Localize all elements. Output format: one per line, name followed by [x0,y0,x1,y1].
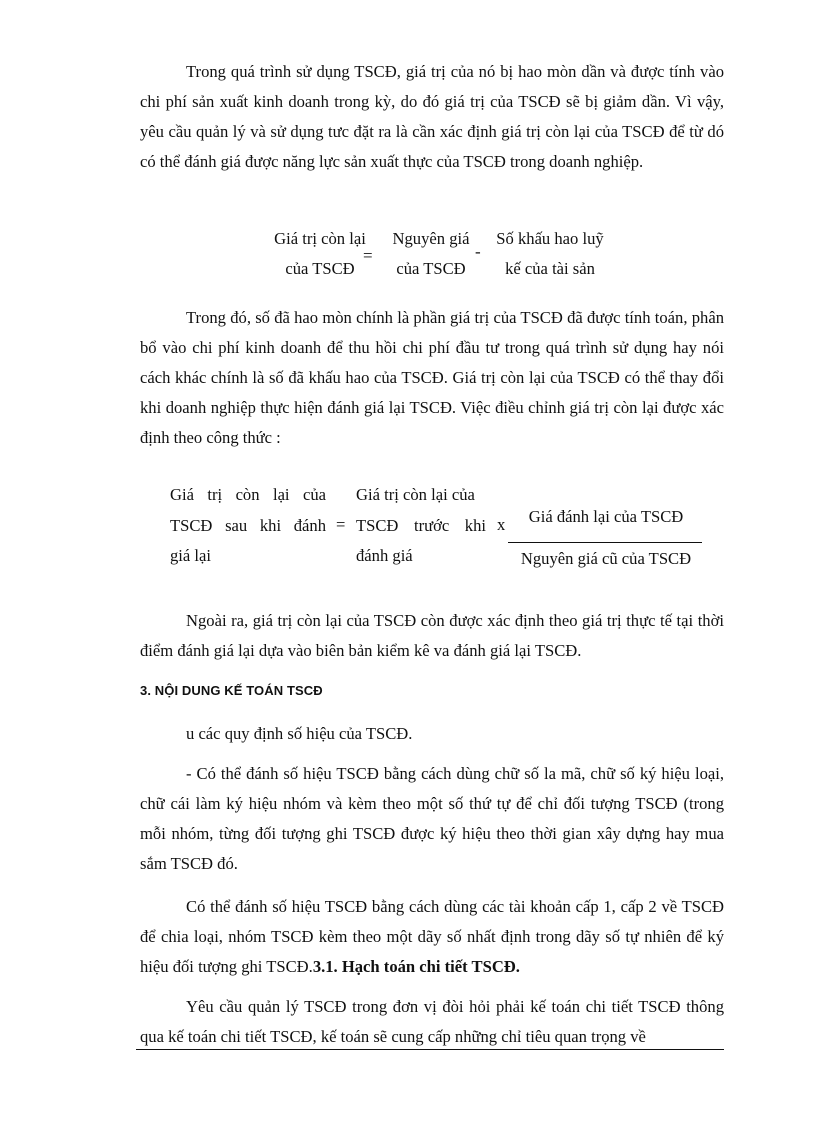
formula1-term-accumulated-depreciation [482,224,618,284]
formula1-term-original-cost-line1: Nguyên giá [392,229,470,248]
formula2-left-line2: TSCĐ sau khi đánh [170,515,326,535]
formula2-times: x [497,515,506,534]
subsection-heading-detail-accounting: 3.1. Hạch toán chi tiết TSCĐ. [312,957,520,976]
footer-rule [136,1049,724,1050]
paragraph-numbering-method-1: - Có thể đánh số hiệu TSCĐ bằng cách dùng chữ số la mã, chữ số ký hiệu loại, chữ cái làm ký hiệu nhóm và kèm theo một số thứ tự để chỉ đối tượng TSCĐ (trong mỗi nhóm, từng đối tượng ghi TSCĐ được ký hiệu theo thời gian xây dựng hay mua sắm TSCĐ đó. [140,764,724,873]
formula1-term-depreciation-line2: kế của tài sản [505,259,595,278]
formula2-fraction-bar [508,542,702,543]
formula2-numerator: Giá đánh lại của TSCĐ [528,507,684,526]
formula2-middle-term [356,480,486,572]
formula1-term-original-cost [376,224,486,284]
formula2-mid-line3: đánh giá [356,546,413,565]
paragraph-numbering-method-2 [140,892,724,982]
paragraph-numbering-rules: u các quy định số hiệu của TSCĐ. [186,724,413,743]
paragraph-detail-accounting-requirements: Yêu cầu quản lý TSCĐ trong đơn vị đòi hỏi phải kế toán chi tiết TSCĐ thông qua kế toán chi tiết TSCĐ, kế toán sẽ cung cấp những chỉ tiêu quan trọng về [140,997,724,1046]
paragraph-depreciation-explanation: Trong đó, số đã hao mòn chính là phần giá trị của TSCĐ đã được tính toán, phân bổ vào chi phí kinh doanh để thu hồi chi phí đầu tư trong quá trình sử dụng hay nói cách khác chính là số đã khấu hao của TSCĐ. Giá trị còn lại của TSCĐ có thể thay đổi khi doanh nghiệp thực hiện đánh giá lại TSCĐ. Việc điều chỉnh giá trị còn lại được xác định theo công thức : [140,308,724,447]
formula1-minus: - [475,242,481,261]
formula1-term-residual-line1: Giá trị còn lại [274,229,366,248]
formula2-left-line3: giá lại [170,546,212,565]
formula1-equals: = [363,246,373,265]
revaluation-formula [0,480,816,580]
residual-value-formula [0,224,816,294]
formula1-term-residual-line2: của TSCĐ [285,259,355,278]
formula2-left-term [170,480,326,572]
formula1-term-original-cost-line2: của TSCĐ [396,259,466,278]
paragraph-actual-value: Ngoài ra, giá trị còn lại của TSCĐ còn được xác định theo giá trị thực tế tại thời điểm đánh giá lại dựa vào biên bản kiểm kê va đánh giá lại TSCĐ. [140,611,724,660]
paragraph-numbering-method-2-text: Có thể đánh số hiệu TSCĐ bằng cách dùng các tài khoản cấp 1, cấp 2 về TSCĐ để chia loại, nhóm TSCĐ kèm theo một dãy số nhất định trong dãy số tự nhiên để ký hiệu đối tượng ghi TSCĐ. [140,897,724,976]
formula2-mid-line2: TSCĐ trước khi [356,515,486,535]
formula1-term-depreciation-line1: Số khấu hao luỹ [496,229,604,248]
paragraph-residual-value-intro: Trong quá trình sử dụng TSCĐ, giá trị của nó bị hao mòn dần và được tính vào chi phí sản xuất kinh doanh trong kỳ, do đó giá trị của TSCĐ sẽ bị giảm dần. Vì vậy, yêu cầu quản lý và sử dụng tưc đặt ra là cần xác định giá trị còn lại của TSCĐ để từ dó có thể đánh giá được năng lực sản xuất thực của TSCĐ trong doanh nghiệp. [140,62,724,171]
section-heading: 3. NỘI DUNG KẾ TOÁN TSCĐ [140,683,323,698]
formula2-mid-line1: Giá trị còn lại của [356,485,475,504]
formula2-denominator: Nguyên giá cũ của TSCĐ [520,549,692,568]
formula2-equals: = [336,515,346,534]
formula2-left-line1: Giá trị còn lại của [170,485,326,504]
